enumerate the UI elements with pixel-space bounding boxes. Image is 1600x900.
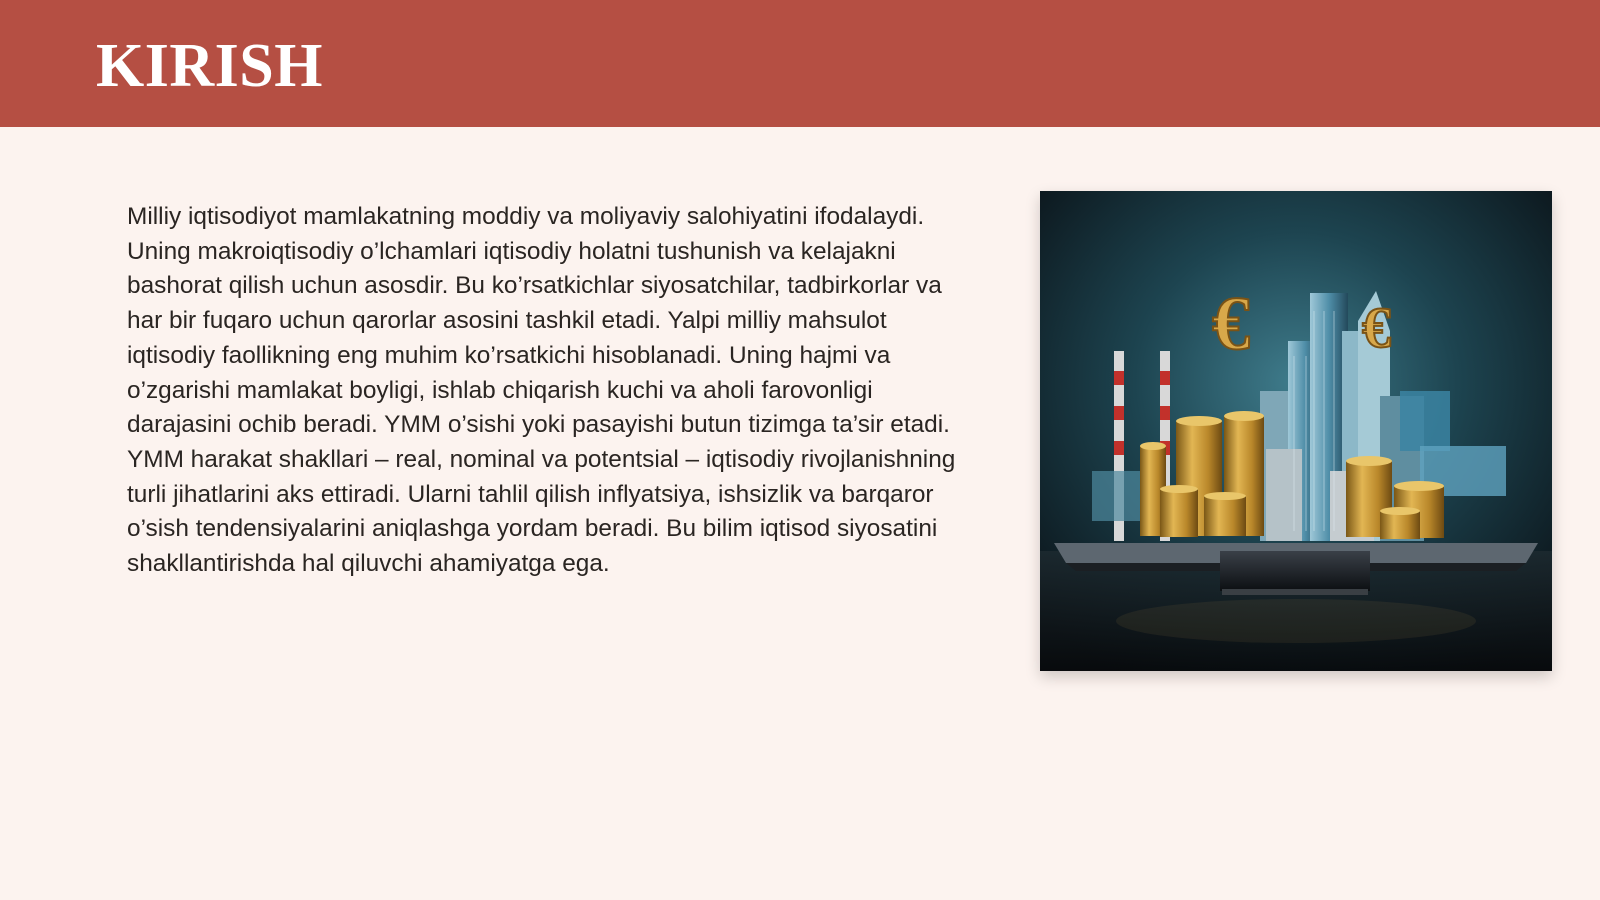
economy-illustration: [1040, 191, 1552, 671]
body-paragraph: Milliy iqtisodiyot mamlakatning moddiy va moliyaviy salohiyatini ifodalaydi. Uning makroiqtisodiy o’lchamlari iqtisodiy holatni tushunish va kelajakni bashorat qilish uchun asosdir. Bu ko’rsatkichlar siyosatchilar, tadbirkorlar va har bir fuqaro uchun qarorlar asosini tashkil etadi. Yalpi milliy mahsulot iqtisodiy faollikning eng muhim ko’rsatkichi hisoblanadi. Uning hajmi va o’zgarishi mamlakat boyligi, ishlab chiqarish kuchi va aholi farovonligi darajasini ochib beradi. YMM o’sishi yoki pasayishi butun tizimga ta’sir etadi. YMM harakat shakllari – real, nominal va potentsial – iqtisodiy rivojlanishning turli jihatlarini aks ettiradi. Ularni tahlil qilish inflyatsiya, ishsizlik va barqaror o’sish tendensiyalarini aniqlashga yordam beradi. Bu bilim iqtisod siyosatini shakllantirishda hal qiluvchi ahamiyatga ega.: [127, 203, 956, 578]
euro-icon: €: [1362, 295, 1391, 360]
slide-header: [0, 0, 1600, 127]
slide-title: KIRISH: [96, 32, 323, 100]
euro-icon: €: [1212, 282, 1250, 366]
